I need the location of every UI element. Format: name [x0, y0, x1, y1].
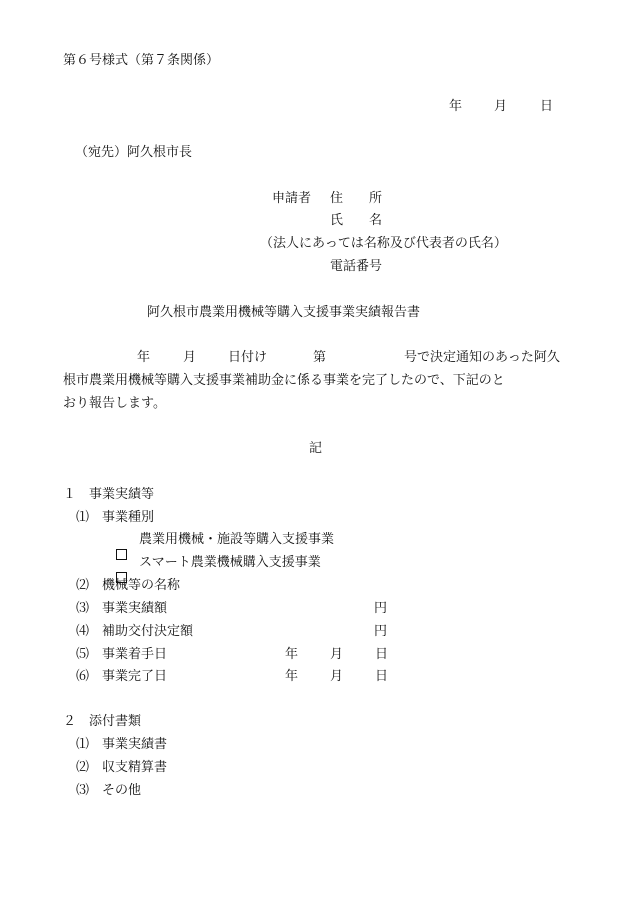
body-year: 年 — [137, 350, 151, 365]
date-day-label: 日 — [540, 99, 554, 114]
date-month-label: 月 — [494, 99, 508, 114]
attachment-item-1: ⑴ 事業実績書 — [76, 737, 168, 752]
subsidy-yen: 円 — [374, 624, 388, 639]
body-line1-rest: 号で決定通知のあった阿久 — [404, 350, 560, 365]
end-date-label: ⑹ 事業完了日 — [76, 669, 168, 684]
document-title: 阿久根市農業用機械等購入支援事業実績報告書 — [147, 305, 421, 320]
machine-name-label: ⑵ 機械等の名称 — [76, 578, 181, 593]
body-line3: おり報告します。 — [63, 396, 166, 411]
body-line2: 根市農業用機械等購入支援事業補助金に係る事業を完了したので、下記のと — [63, 373, 505, 388]
attachment-item-3: ⑶ その他 — [76, 783, 142, 798]
date-year-label: 年 — [449, 99, 463, 114]
start-year: 年 — [285, 647, 299, 662]
attachment-item-2: ⑵ 収支精算書 — [76, 760, 168, 775]
start-date-label: ⑸ 事業着手日 — [76, 647, 168, 662]
performance-amount-label: ⑶ 事業実績額 — [76, 601, 168, 616]
address-label: 住 所 — [330, 191, 383, 206]
applicant-label: 申請者 — [272, 191, 312, 206]
phone-label: 電話番号 — [330, 259, 383, 274]
performance-yen: 円 — [374, 601, 388, 616]
start-month: 月 — [330, 647, 344, 662]
body-dai: 第 — [313, 350, 327, 365]
end-month: 月 — [330, 669, 344, 684]
end-year: 年 — [285, 669, 299, 684]
addressee: （宛先）阿久根市長 — [75, 145, 193, 160]
option-label-2: スマート農業機械購入支援事業 — [139, 555, 321, 570]
section1-title: １ 事業実績等 — [63, 487, 155, 502]
subsidy-amount-label: ⑷ 補助交付決定額 — [76, 624, 194, 639]
body-month: 月 — [183, 350, 197, 365]
ki-heading: 記 — [309, 441, 323, 456]
business-type-label: ⑴ 事業種別 — [76, 510, 155, 525]
form-number: 第６号様式（第７条関係） — [63, 53, 220, 68]
start-day: 日 — [375, 647, 389, 662]
option-label-1: 農業用機械・施設等購入支援事業 — [139, 532, 335, 547]
end-day: 日 — [375, 669, 389, 684]
section2-title: ２ 添付書類 — [63, 714, 142, 729]
body-day-suffix: 日付け — [228, 350, 268, 365]
corporation-note: （法人にあっては名称及び代表者の氏名） — [260, 236, 507, 251]
name-label: 氏 名 — [330, 213, 383, 228]
